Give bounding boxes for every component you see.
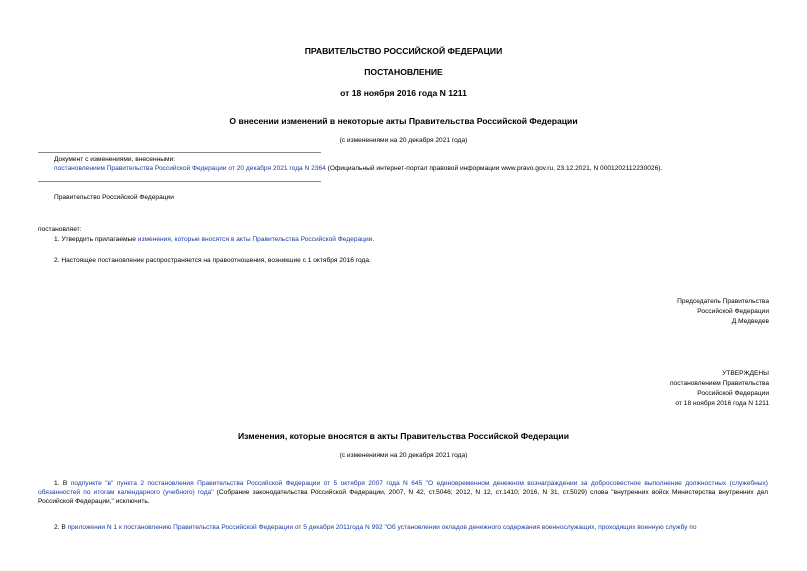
changes-source-text: (Официальный интернет-портал правовой информации www.pravo.gov.ru, 23.12.2021, N 0001202112230026).: [325, 165, 663, 172]
approved-country: Российской Федерации: [697, 390, 769, 397]
annex-paragraph-2: [54, 524, 768, 533]
signature-position: Председатель Правительства: [677, 298, 769, 305]
signature-name: Д.Медведев: [731, 318, 769, 325]
order-992-link[interactable]: приложении N 1 к постановлению Правительства Российской Федерации от 5 декабря 2011года N 992 "Об установлении окладов денежного содержания военнослужащих, проходящих военную службу по: [67, 524, 697, 531]
changes-annex-link[interactable]: изменения, которые вносятся в акты Правительства Российской Федерации: [137, 236, 373, 243]
approved-date: от 18 ноября 2016 года N 1211: [675, 400, 769, 407]
annex-p2-number: 2. В: [54, 524, 68, 531]
item-2: 2. Настоящее постановление распространяется на правоотношения, возникшие с 1 октября 2016 года.: [54, 257, 371, 264]
annex-paragraph-1: [38, 480, 768, 507]
document-type: ПОСТАНОВЛЕНИЕ: [364, 67, 443, 77]
changes-source: [54, 165, 784, 174]
signature-country: Российской Федерации: [697, 308, 769, 315]
divider-bottom: [38, 181, 321, 182]
item-1-suffix: .: [372, 236, 375, 243]
approved-by: постановлением Правительства: [669, 380, 769, 387]
annex-p1-number: 1. В: [54, 480, 71, 487]
amending-decree-link[interactable]: постановлением Правительства Российской Федерации от 20 декабря 2021 года N 2364: [54, 165, 326, 172]
annex-title: Изменения, которые вносятся в акты Правительства Российской Федерации: [237, 431, 569, 441]
changes-intro: Документ с изменениями, внесенными:: [54, 156, 176, 163]
government-line: Правительство Российской Федерации: [54, 194, 174, 201]
item-1-prefix: 1. Утвердить прилагаемые: [54, 236, 138, 243]
divider-top: [38, 152, 321, 153]
order-645-link[interactable]: подпункте "в" пункта 2 постановления Правительства Российской Федерации от 5 октября 2007 года N 645 "О единовременном денежном вознаграждении за добросовестное выполнение должностных (служебных) обязанностей по итогам календарного (учебного) года": [38, 480, 768, 496]
annex-p1-text: (Собрание законодательства Российской Федерации, 2007, N 42, ст.5046; 2012, N 12, ст.1410; 2016, N 31, ст.5029) слова "внутренних войск Министерства внутренних дел Российской Федерации," исключить.: [38, 488, 768, 505]
revision-note: (с изменениями на 20 декабря 2021 года): [339, 137, 468, 144]
decrees-word: постановляет:: [38, 226, 82, 233]
item-1: [54, 236, 374, 245]
annex-revision-note: (с изменениями на 20 декабря 2021 года): [339, 452, 468, 459]
document-title: О внесении изменений в некоторые акты Правительства Российской Федерации: [229, 116, 578, 126]
government-heading: ПРАВИТЕЛЬСТВО РОССИЙСКОЙ ФЕДЕРАЦИИ: [304, 46, 503, 56]
approved-label: УТВЕРЖДЕНЫ: [722, 370, 769, 377]
document-date: от 18 ноября 2016 года N 1211: [340, 88, 467, 98]
